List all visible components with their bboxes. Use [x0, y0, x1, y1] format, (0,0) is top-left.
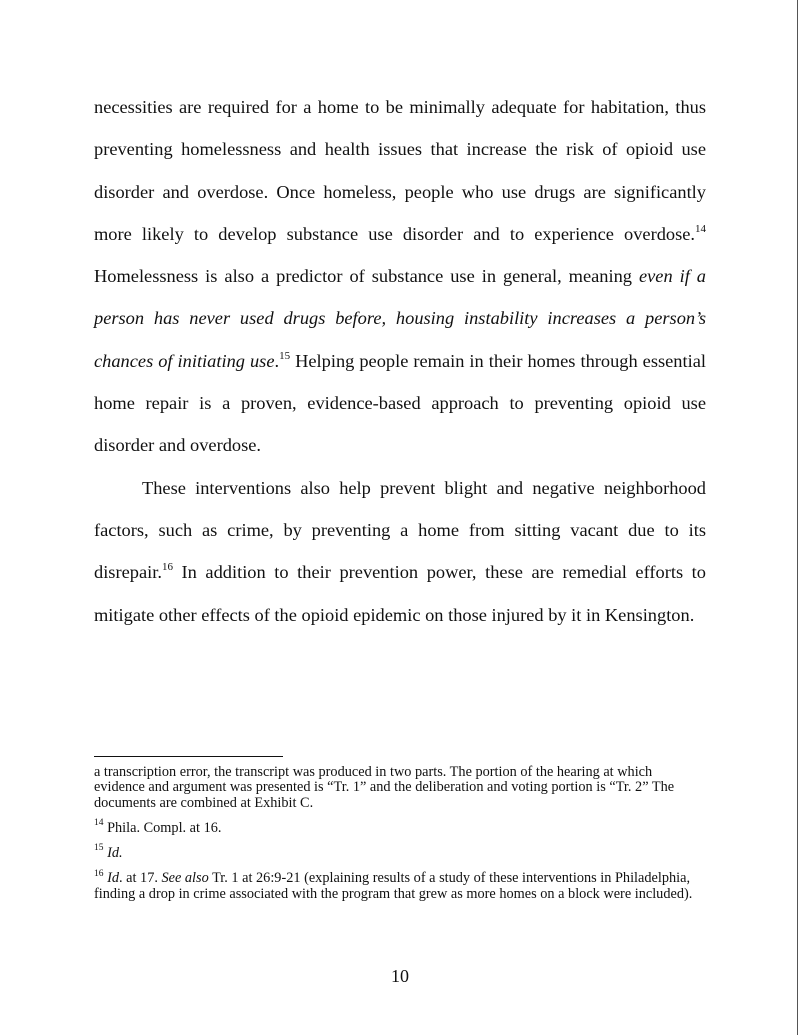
footnote-continued: a transcription error, the transcript was produced in two parts. The portion of the hearing at which evidence and argument was presented is “Tr. 1” and the deliberation and voting portion is “Tr. 2” The documents are combined at Exhibit C.: [94, 764, 675, 811]
paragraph-1-text-2: Homelessness is also a predictor of substance use in general, meaning: [94, 266, 639, 287]
footnote-16-id: Id: [107, 870, 119, 887]
paragraph-1-text-3: Helping people remain in their homes through essential home repair is a proven, evidence-based approach to preventing opioid use disorder and overdose.: [94, 350, 706, 456]
footnote-14-number: 14: [94, 818, 104, 829]
paragraph-1-period: .: [274, 350, 280, 371]
footnote-separator: [94, 756, 283, 757]
paragraph-1-emphasis: even if a person has never used drugs before, housing instability increases a person’s chances of initiating use: [94, 266, 706, 371]
paragraph-2-text-2: In addition to their prevention power, these are remedial efforts to mitigate other effects of the opioid epidemic on those injured by it in Kensington.: [94, 562, 706, 625]
footnote-ref-14[interactable]: 14: [695, 222, 706, 235]
footnote-15: [94, 843, 706, 862]
footnote-ref-16[interactable]: 16: [161, 561, 173, 574]
paragraph-1: [94, 86, 706, 467]
footnote-15-number: 15: [94, 843, 104, 854]
footnote-16-text-1: . at 17.: [119, 870, 162, 887]
footnote-16-text-2: Tr. 1 at 26:9-21 (explaining results of a study of these interventions in Philadelphia, finding a drop in crime associated with the program that grew as more homes on a block were included).: [94, 870, 693, 902]
page-number: 10: [391, 966, 409, 986]
paragraph-2: [94, 467, 706, 636]
footnote-ref-15[interactable]: 15: [279, 349, 291, 362]
footnote-16-see-also: See also: [161, 870, 209, 887]
footnote-16: [94, 868, 706, 902]
paragraph-2-text-1: These interventions also help prevent blight and negative neighborhood factors, such as crime, by preventing a home from sitting vacant due to its disrepair.: [94, 477, 706, 583]
page-edge-line: [797, 0, 798, 1035]
footnote-14-text: Phila. Compl. at 16.: [103, 819, 222, 836]
footnote-16-number: 16: [94, 868, 104, 879]
footnotes: [94, 765, 706, 912]
paragraph-1-text-1: necessities are required for a home to be minimally adequate for habitation, thus preventing homelessness and health issues that increase the risk of opioid use disorder and overdose. Once homeless, people who use drugs are significantly more likely to develop substance use disorder and to experience overdose.: [94, 97, 706, 244]
body-text: [94, 86, 706, 636]
footnote-15-text: Id.: [107, 845, 123, 862]
footnote-14: [94, 818, 706, 836]
